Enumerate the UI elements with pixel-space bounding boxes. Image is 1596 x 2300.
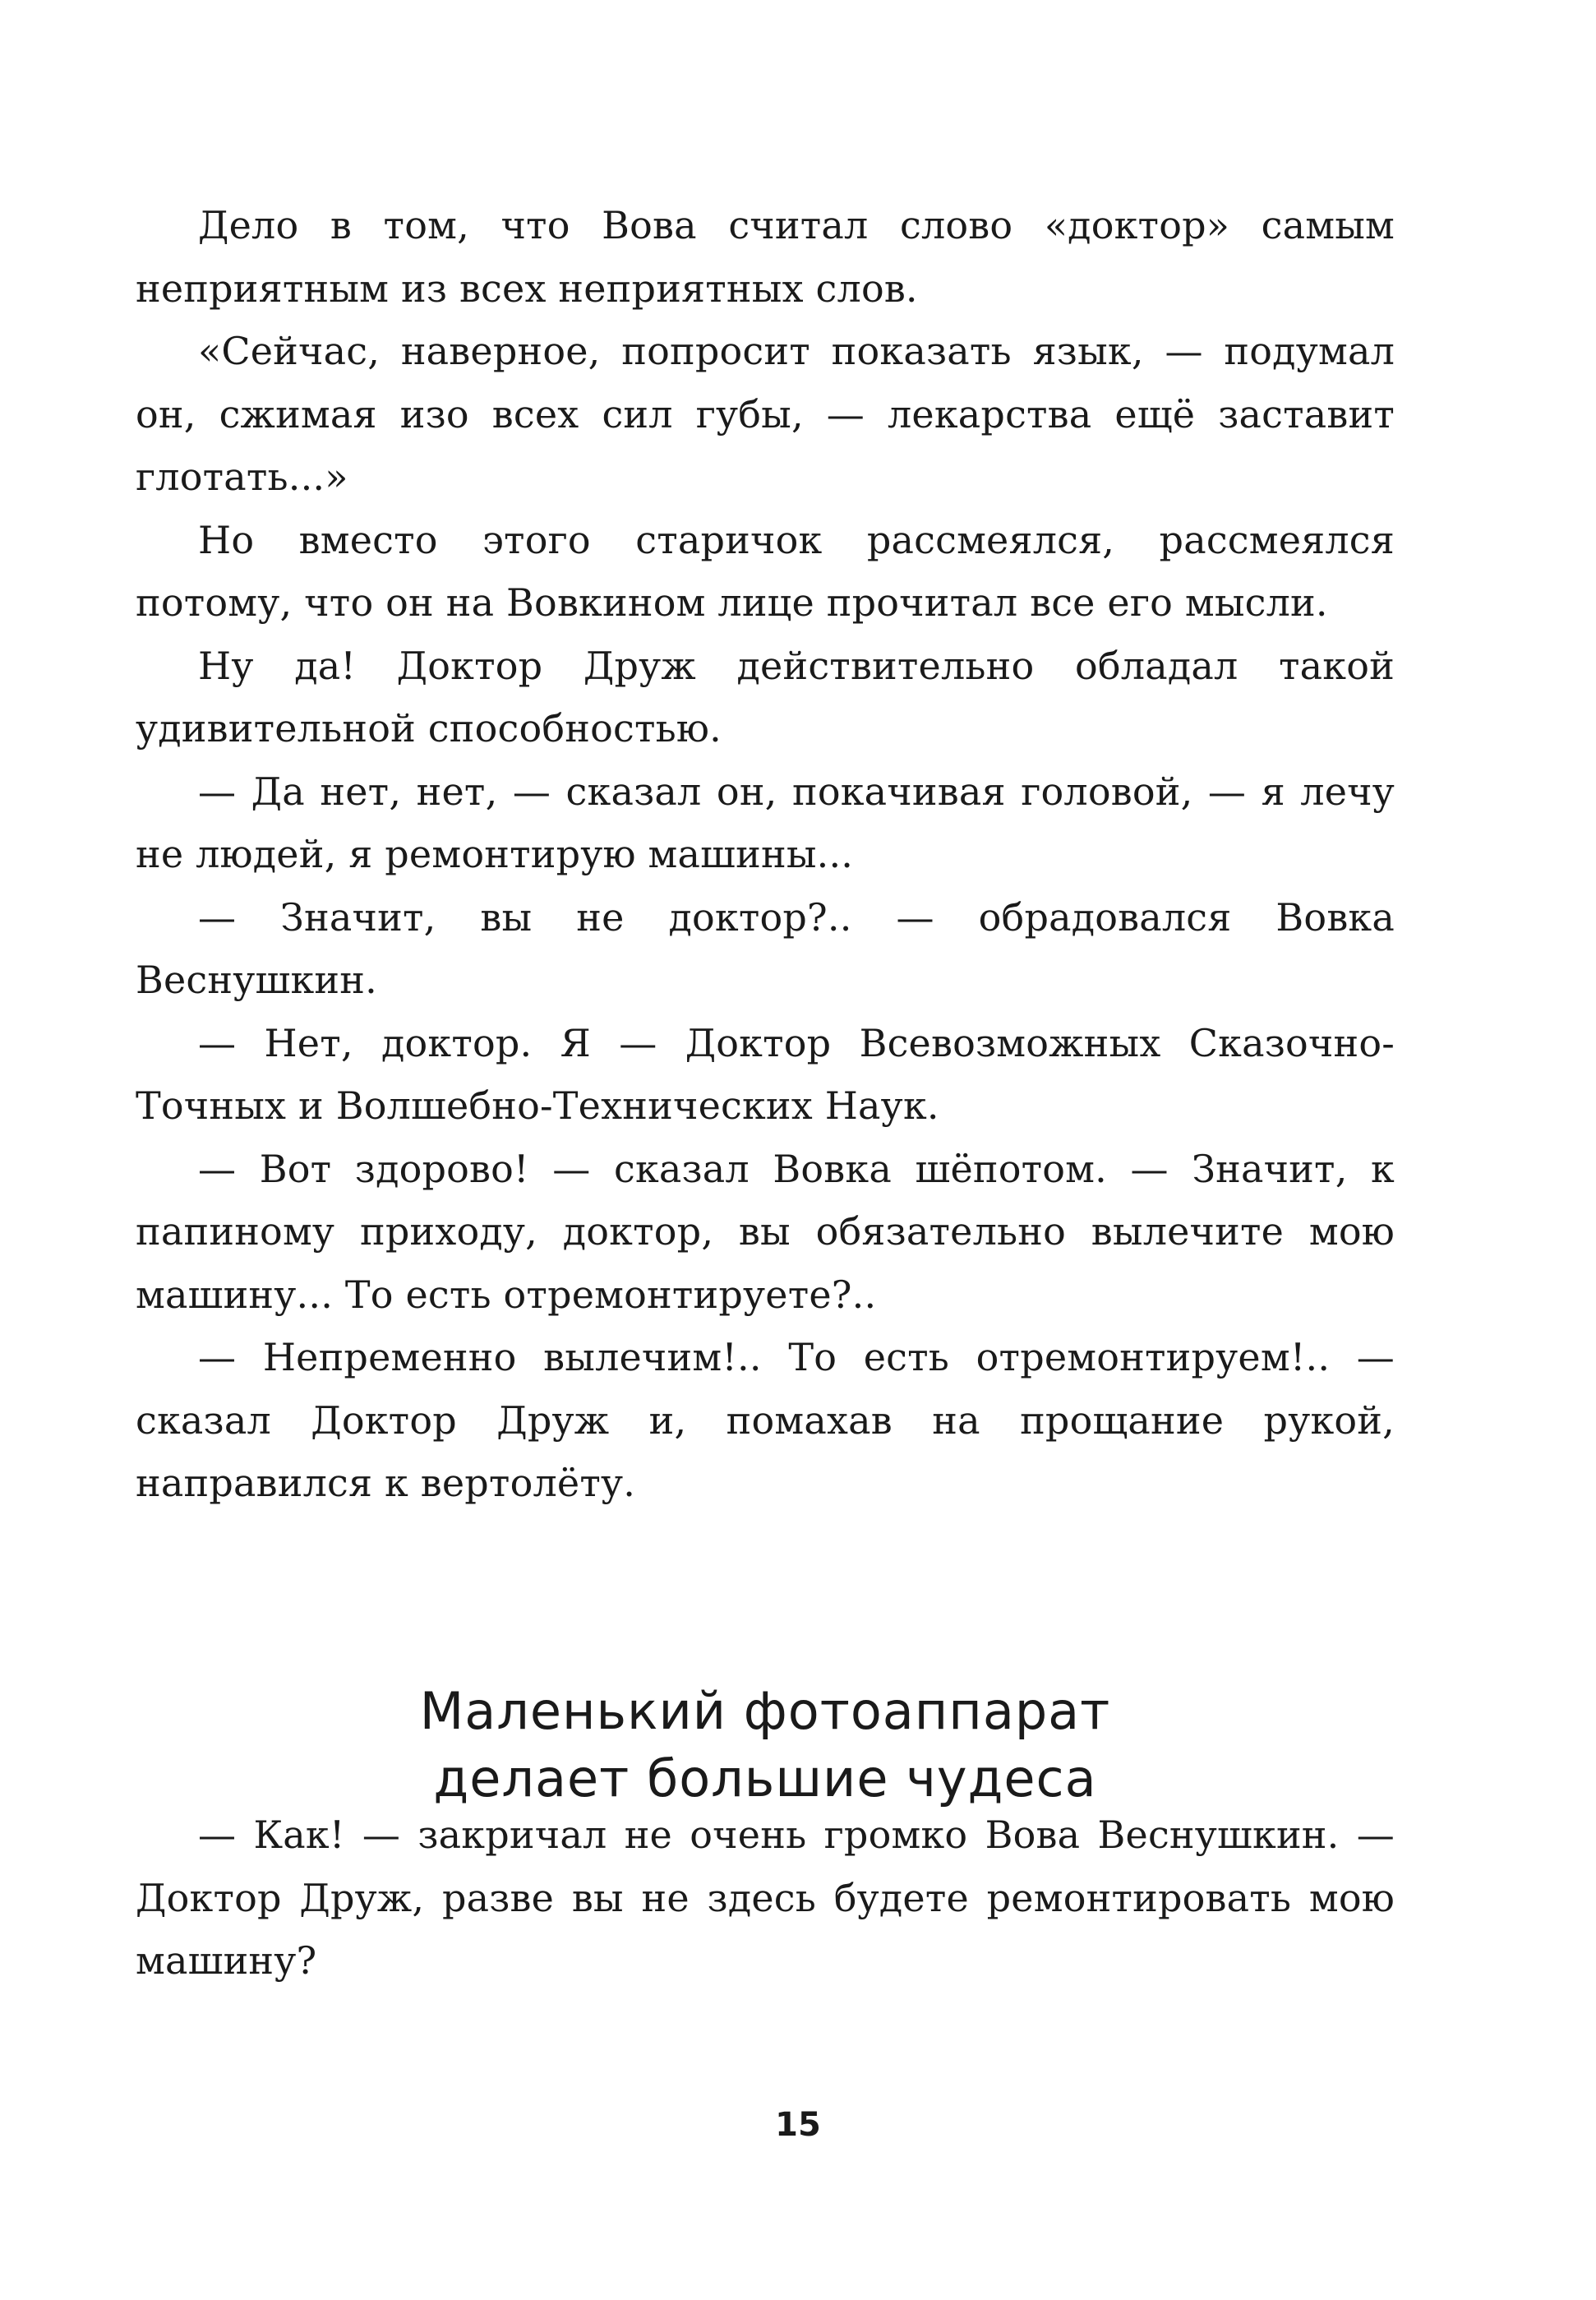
paragraph: — Непременно вылечим!.. То есть отремонтируем!.. — сказал Доктор Друж и, помахав на прощание рукой, направился к вертолёту.: [136, 1335, 1395, 1505]
chapter-title-line-1: Маленький фотоаппарат: [419, 1681, 1111, 1742]
paragraph: Ну да! Доктор Друж действительно обладал такой удивительной способностью.: [136, 643, 1395, 751]
paragraph: — Как! — закричал не очень громко Вова Веснушкин. — Доктор Друж, разве вы не здесь будете ремонтировать мою машину?: [136, 1813, 1395, 1983]
chapter-title: [136, 1678, 1395, 1813]
paragraph: — Вот здорово! — сказал Вовка шёпотом. — Значит, к папиному приходу, доктор, вы обязательно вылечите мою машину... То есть отремонтируете?..: [136, 1146, 1395, 1317]
paragraph: Дело в том, что Вова считал слово «доктор» самым неприятным из всех неприятных слов.: [136, 203, 1395, 311]
body-text-bottom: [136, 1804, 1395, 1993]
chapter-title-line-2: делает большие чудеса: [433, 1748, 1097, 1809]
page-number: 15: [775, 2106, 821, 2144]
paragraph: — Да нет, нет, — сказал он, покачивая головой, — я лечу не людей, я ремонтирую машины...: [136, 769, 1395, 876]
paragraph: — Нет, доктор. Я — Доктор Всевозможных Сказочно-Точных и Волшебно-Технических Наук.: [136, 1020, 1395, 1128]
paragraph: Но вместо этого старичок рассмеялся, рассмеялся потому, что он на Вовкином лице прочитал все его мысли.: [136, 517, 1395, 625]
paragraph: — Значит, вы не доктор?.. — обрадовался Вовка Веснушкин.: [136, 894, 1395, 1002]
paragraph: «Сейчас, наверное, попросит показать язык, — подумал он, сжимая изо всех сил губы, — лекарства ещё заставит глотать...»: [136, 329, 1395, 499]
body-text-top: [136, 194, 1395, 1515]
